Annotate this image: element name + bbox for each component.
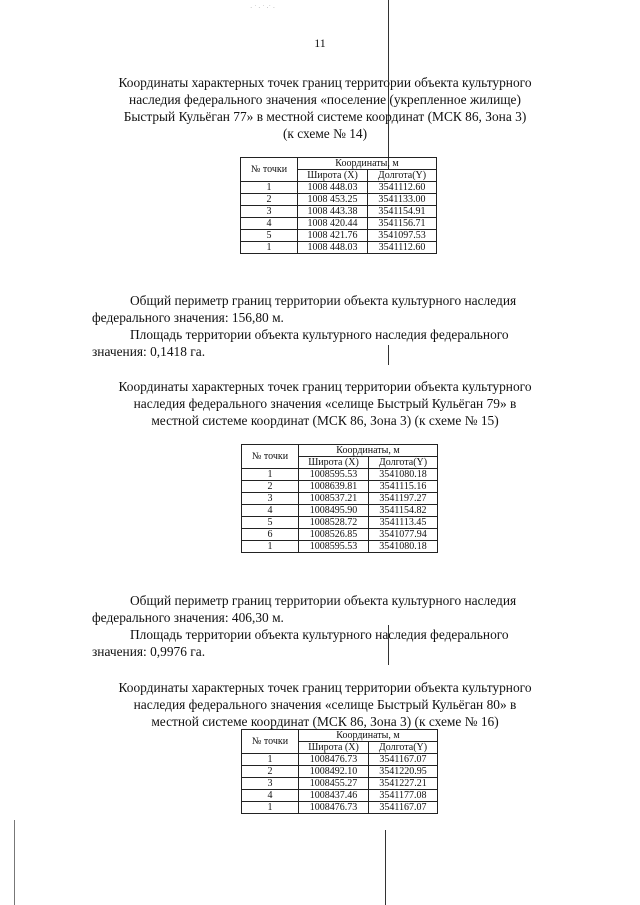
title-line: (к схеме № 14) xyxy=(282,126,368,141)
title-line: Координаты характерных точек границ территории объекта культурного xyxy=(118,680,532,695)
section3-coords-table xyxy=(241,729,438,814)
longitude-y-cell: 3541154.82 xyxy=(369,505,438,517)
table-row xyxy=(241,218,437,230)
latitude-x-cell: 1008528.72 xyxy=(299,517,369,529)
longitude-y-cell: 3541133.00 xyxy=(368,194,437,206)
point-number-cell: 5 xyxy=(241,230,298,242)
col-x-header: Широта (X) xyxy=(299,742,369,754)
title-line: Координаты характерных точек границ территории объекта культурного xyxy=(118,379,532,394)
page-number: 11 xyxy=(314,36,326,50)
table-row xyxy=(242,790,438,802)
table-row xyxy=(242,802,438,814)
point-number-cell: 6 xyxy=(242,529,299,541)
col-coords-header: Координаты, м xyxy=(299,730,438,742)
latitude-x-cell: 1008492.10 xyxy=(299,766,369,778)
latitude-x-cell: 1008639.81 xyxy=(299,481,369,493)
longitude-y-cell: 3541080.18 xyxy=(369,469,438,481)
table-row xyxy=(242,493,438,505)
longitude-y-cell: 3541112.60 xyxy=(368,242,437,254)
col-coords-header: Координаты, м xyxy=(298,158,437,170)
area-line: значения: 0,1418 га. xyxy=(92,344,206,359)
point-number-cell: 5 xyxy=(242,517,299,529)
point-number-cell: 2 xyxy=(241,194,298,206)
col-point-header: № точки xyxy=(242,445,299,469)
latitude-x-cell: 1008476.73 xyxy=(299,754,369,766)
title-line: Координаты характерных точек границ территории объекта культурного xyxy=(118,75,532,90)
col-y-header: Долгота(Y) xyxy=(369,457,438,469)
longitude-y-cell: 3541177.08 xyxy=(369,790,438,802)
perimeter-line: Общий периметр границ территории объекта культурного наследия xyxy=(130,593,517,608)
perimeter-line: федерального значения: 156,80 м. xyxy=(92,310,284,325)
section1-area xyxy=(92,326,580,360)
point-number-cell: 1 xyxy=(241,242,298,254)
longitude-y-cell: 3541197.27 xyxy=(369,493,438,505)
longitude-y-cell: 3541167.07 xyxy=(369,802,438,814)
latitude-x-cell: 1008 420.44 xyxy=(298,218,368,230)
latitude-x-cell: 1008 421.76 xyxy=(298,230,368,242)
area-line: Площадь территории объекта культурного наследия федерального xyxy=(130,627,509,642)
latitude-x-cell: 1008495.90 xyxy=(299,505,369,517)
longitude-y-cell: 3541077.94 xyxy=(369,529,438,541)
longitude-y-cell: 3541167.07 xyxy=(369,754,438,766)
scan-line xyxy=(385,830,386,905)
table-row xyxy=(242,778,438,790)
latitude-x-cell: 1008 448.03 xyxy=(298,242,368,254)
section2-area xyxy=(92,626,580,660)
latitude-x-cell: 1008537.21 xyxy=(299,493,369,505)
point-number-cell: 1 xyxy=(241,182,298,194)
point-number-cell: 4 xyxy=(242,790,299,802)
longitude-y-cell: 3541080.18 xyxy=(369,541,438,553)
point-number-cell: 1 xyxy=(242,469,299,481)
table-row xyxy=(242,529,438,541)
scan-edge-line xyxy=(14,820,15,905)
point-number-cell: 3 xyxy=(242,493,299,505)
longitude-y-cell: 3541220.95 xyxy=(369,766,438,778)
longitude-y-cell: 3541113.45 xyxy=(369,517,438,529)
latitude-x-cell: 1008476.73 xyxy=(299,802,369,814)
area-line: значения: 0,9976 га. xyxy=(92,644,206,659)
table-row xyxy=(242,481,438,493)
table-row xyxy=(242,754,438,766)
latitude-x-cell: 1008 443.38 xyxy=(298,206,368,218)
longitude-y-cell: 3541115.16 xyxy=(369,481,438,493)
col-x-header: Широта (X) xyxy=(298,170,368,182)
perimeter-line: федерального значения: 406,30 м. xyxy=(92,610,284,625)
title-line: наследия федерального значения «селище Быстрый Кульёган 80» в xyxy=(133,697,517,712)
point-number-cell: 4 xyxy=(241,218,298,230)
latitude-x-cell: 1008 448.03 xyxy=(298,182,368,194)
table-row xyxy=(241,206,437,218)
table-row xyxy=(242,469,438,481)
title-line: Быстрый Кульёган 77» в местной системе координат (МСК 86, Зона 3) xyxy=(123,109,527,124)
latitude-x-cell: 1008526.85 xyxy=(299,529,369,541)
table-row xyxy=(242,517,438,529)
section3-title xyxy=(90,679,560,730)
table-row xyxy=(241,230,437,242)
area-line: Площадь территории объекта культурного наследия федерального xyxy=(130,327,509,342)
section2-coords-table xyxy=(241,444,438,553)
longitude-y-cell: 3541154.91 xyxy=(368,206,437,218)
col-y-header: Долгота(Y) xyxy=(368,170,437,182)
longitude-y-cell: 3541097.53 xyxy=(368,230,437,242)
table-row xyxy=(242,766,438,778)
table-row xyxy=(242,541,438,553)
title-line: местной системе координат (МСК 86, Зона 3) (к схеме № 15) xyxy=(151,413,499,428)
point-number-cell: 2 xyxy=(242,766,299,778)
table-row xyxy=(241,194,437,206)
scan-noise: · ˙ · ˙ ·˙ · xyxy=(250,4,276,12)
latitude-x-cell: 1008437.46 xyxy=(299,790,369,802)
col-coords-header: Координаты, м xyxy=(299,445,438,457)
col-point-header: № точки xyxy=(242,730,299,754)
point-number-cell: 1 xyxy=(242,541,299,553)
longitude-y-cell: 3541156.71 xyxy=(368,218,437,230)
latitude-x-cell: 1008595.53 xyxy=(299,469,369,481)
title-line: наследия федерального значения «поселение (укрепленное жилище) xyxy=(129,92,521,107)
title-line: местной системе координат (МСК 86, Зона 3) (к схеме № 16) xyxy=(151,714,499,729)
longitude-y-cell: 3541112.60 xyxy=(368,182,437,194)
col-point-header: № точки xyxy=(241,158,298,182)
latitude-x-cell: 1008455.27 xyxy=(299,778,369,790)
table-row xyxy=(241,182,437,194)
point-number-cell: 1 xyxy=(242,754,299,766)
point-number-cell: 3 xyxy=(242,778,299,790)
longitude-y-cell: 3541227.21 xyxy=(369,778,438,790)
col-y-header: Долгота(Y) xyxy=(369,742,438,754)
section1-coords-table xyxy=(240,157,437,254)
section2-perimeter xyxy=(92,592,580,626)
table-row xyxy=(242,505,438,517)
section1-perimeter xyxy=(92,292,580,326)
latitude-x-cell: 1008 453.25 xyxy=(298,194,368,206)
col-x-header: Широта (X) xyxy=(299,457,369,469)
table-row xyxy=(241,242,437,254)
point-number-cell: 4 xyxy=(242,505,299,517)
perimeter-line: Общий периметр границ территории объекта культурного наследия xyxy=(130,293,517,308)
section1-title xyxy=(90,74,560,142)
point-number-cell: 2 xyxy=(242,481,299,493)
latitude-x-cell: 1008595.53 xyxy=(299,541,369,553)
point-number-cell: 3 xyxy=(241,206,298,218)
section2-title xyxy=(90,378,560,429)
title-line: наследия федерального значения «селище Быстрый Кульёган 79» в xyxy=(133,396,517,411)
point-number-cell: 1 xyxy=(242,802,299,814)
